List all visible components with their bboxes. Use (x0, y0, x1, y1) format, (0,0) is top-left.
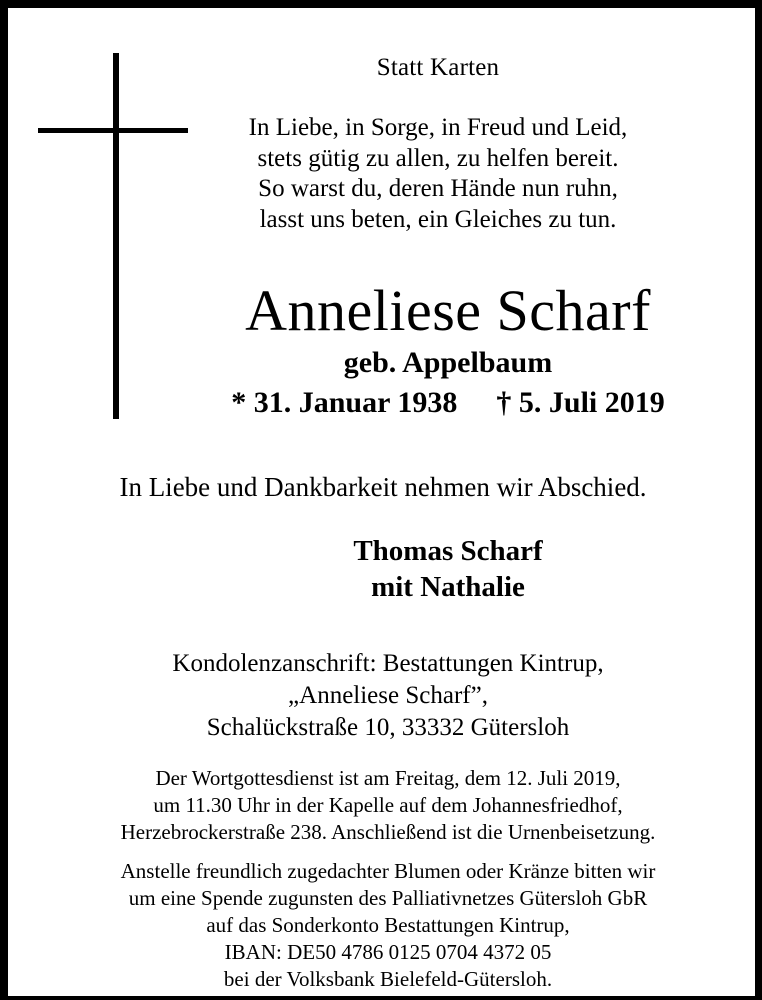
survivor-line: Thomas Scharf (353, 535, 543, 567)
deceased-maiden-name: geb. Appelbaum (343, 346, 553, 379)
birth-date: 31. Januar 1938 (253, 386, 458, 419)
donation-line: um eine Spende zugunsten des Palliativnetzes Gütersloh GbR (128, 886, 648, 910)
verse-line: stets gütig zu allen, zu helfen bereit. (257, 144, 619, 172)
deceased-name: Anneliese Scharf (245, 278, 651, 343)
cross-vertical-bar (113, 53, 119, 419)
donation-bank: bei der Volksbank Bielefeld-Gütersloh. (223, 967, 553, 991)
verse-line: So warst du, deren Hände nun ruhn, (258, 175, 618, 202)
memorial-verse (198, 113, 678, 235)
condolence-line: Kondolenzanschrift: Bestattungen Kintrup, (172, 650, 604, 677)
verse-line: In Liebe, in Sorge, in Freud und Leid, (248, 114, 628, 141)
survivor-line: mit Nathalie (371, 571, 525, 603)
death-symbol: † (496, 386, 512, 419)
death-date: 5. Juli 2019 (518, 386, 665, 419)
card-note: Statt Karten (376, 54, 500, 81)
deceased-block (148, 280, 748, 423)
donation-request (68, 858, 708, 993)
verse-line: lasst uns beten, ein Gleiches zu tun. (259, 205, 617, 233)
condolence-line: „Anneliese Scharf”, (288, 682, 488, 709)
farewell-line: In Liebe und Dankbarkeit nehmen wir Abschied. (119, 472, 647, 502)
donation-line: Anstelle freundlich zugedachter Blumen oder Kränze bitten wir (120, 859, 656, 883)
service-line: Der Wortgottesdienst ist am Freitag, dem 12. Juli 2019, (155, 766, 621, 790)
condolence-line: Schalückstraße 10, 33332 Gütersloh (206, 714, 570, 741)
deceased-dates (148, 383, 748, 423)
service-details (88, 765, 688, 846)
donation-line: auf das Sonderkonto Bestattungen Kintrup, (206, 913, 570, 937)
condolence-address (88, 648, 688, 744)
service-line: Herzebrockerstraße 238. Anschließend ist die Urnenbeisetzung. (120, 820, 656, 844)
service-line: um 11.30 Uhr in der Kapelle auf dem Johannesfriedhof, (153, 793, 623, 817)
cross-horizontal-bar (38, 128, 188, 133)
birth-symbol: * (231, 386, 247, 419)
survivors-block (148, 533, 748, 605)
donation-iban: IBAN: DE50 4786 0125 0704 4372 05 (224, 940, 552, 964)
